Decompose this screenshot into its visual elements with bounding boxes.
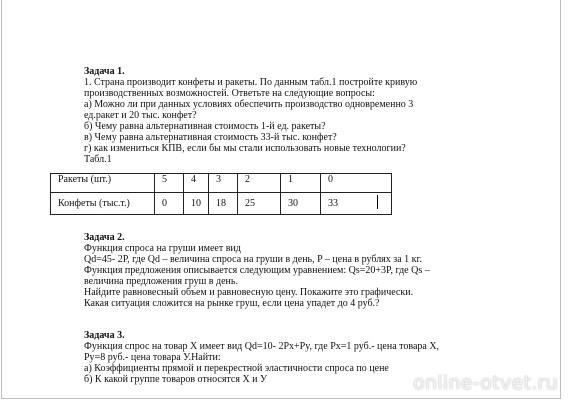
task1-line: производственных возможностей. Ответьте на следующие вопросы:	[84, 88, 375, 99]
table-cell: 3	[209, 174, 238, 193]
task1-title: Задача 1.	[84, 66, 125, 77]
table-cell: 33	[321, 193, 392, 215]
task2-line: Найдите равновесный объем и равновесную цену. Покажите это графически.	[84, 287, 414, 298]
table-cell: 30	[281, 193, 321, 215]
task2-block	[84, 232, 474, 309]
table-cell: 2	[238, 174, 281, 193]
task1-line: 1. Страна производит конфеты и ракеты. По данным табл.1 постройте кривую	[84, 77, 418, 88]
task2-line: Функция предложения описывается следующим уравнением: Qs=20+3P, где Qs –	[84, 265, 430, 276]
table-cell: 0	[155, 193, 184, 215]
watermark: online-otvet.ru	[412, 372, 558, 394]
table-caption: Табл.1	[84, 154, 112, 165]
task2-line: величина предложения груш в день.	[84, 276, 238, 287]
task1-line: а) Можно ли при данных условиях обеспечить производство одновременно 3	[84, 99, 414, 110]
text-cursor	[377, 195, 378, 209]
data-table	[50, 173, 392, 215]
task2-line: Функция спроса на груши имеет вид	[84, 243, 241, 254]
task2-title: Задача 2.	[84, 232, 125, 243]
task3-line: Py=8 руб.- цена товара У.Найти:	[84, 352, 221, 363]
task3-line: а) Коэффициенты прямой и перекрестной эластичности спроса по цене	[84, 363, 389, 374]
task2-line: Какая ситуация сложится на рынке груш, если цена упадет до 4 руб.?	[84, 298, 380, 309]
table-row	[51, 193, 392, 215]
task3-title: Задача 3.	[84, 330, 125, 341]
task1-line: б) Чему равна альтернативная стоимость 1-й ед. ракеты?	[84, 121, 326, 132]
table-cell: 4	[184, 174, 209, 193]
table-cell: 18	[209, 193, 238, 215]
task1-line: ед.ракет и 20 тыс. конфет?	[84, 110, 197, 121]
document-body	[84, 66, 474, 165]
table-row	[51, 174, 392, 193]
table-cell: 10	[184, 193, 209, 215]
table-cell: 0	[321, 174, 392, 193]
task3-line: б) К какой группе товаров относятся X и У	[84, 374, 268, 385]
task1-line: г) как измениться КПВ, если бы мы стали использовать новые технологии?	[84, 143, 406, 154]
table-cell: 1	[281, 174, 321, 193]
table-cell: Ракеты (шт.)	[51, 174, 155, 193]
task1-line: в) Чему равна альтернативная стоимость 33-й тыс. конфет?	[84, 132, 337, 143]
table-cell: 25	[238, 193, 281, 215]
task2-line: Qd=45- 2P, где Qd – величина спроса на груши в день, P – цена в рублях за 1 кг.	[84, 254, 422, 265]
table-cell: 5	[155, 174, 184, 193]
task3-line: Функция спрос на товар X имеет вид Qd=10- 2Px+Py, где Px=1 руб.- цена товара X,	[84, 341, 440, 352]
table-cell: Конфеты (тыс.т.)	[51, 193, 155, 215]
